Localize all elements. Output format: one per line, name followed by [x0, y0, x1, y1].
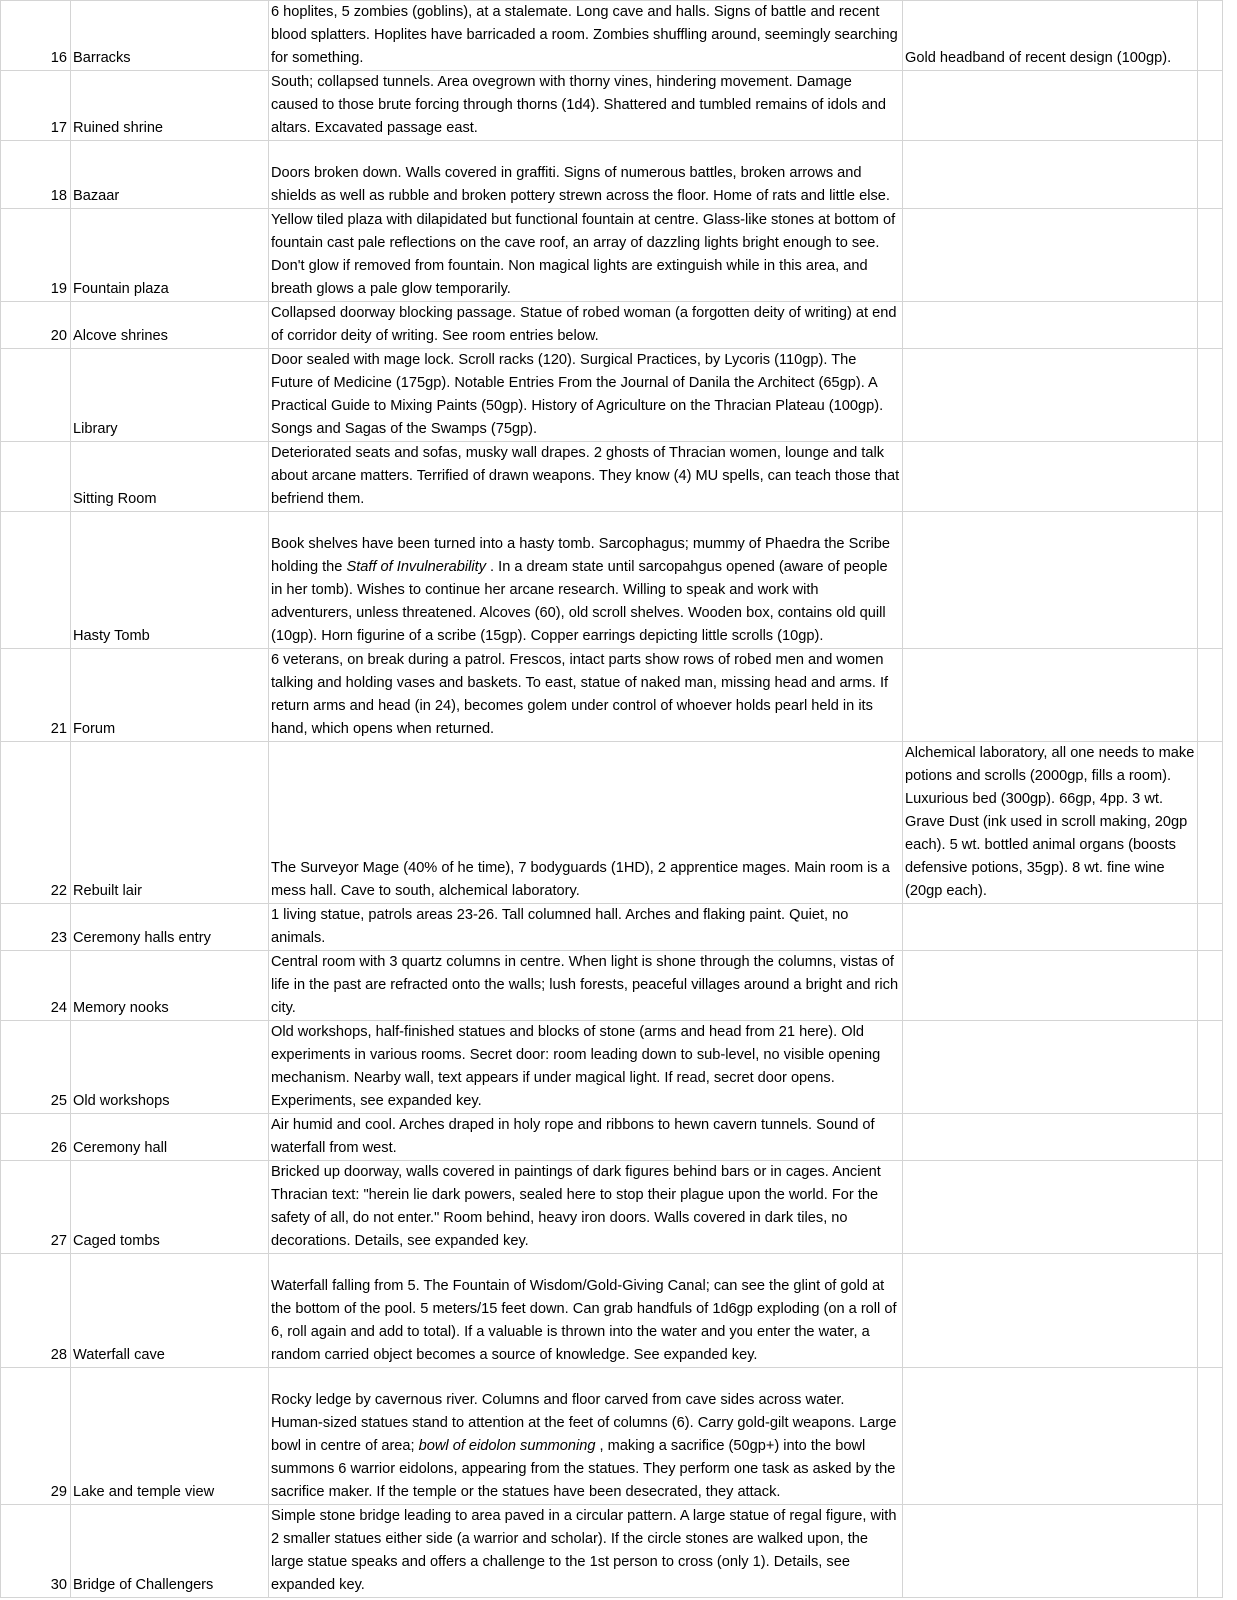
area-name-cell[interactable]: Old workshops [71, 1021, 269, 1114]
area-treasure-cell[interactable] [903, 302, 1198, 349]
area-treasure-cell[interactable] [903, 512, 1198, 649]
table-row [1, 742, 1223, 904]
empty-cell[interactable] [1198, 1254, 1223, 1368]
area-description-cell[interactable]: The Surveyor Mage (40% of he time), 7 bodyguards (1HD), 2 apprentice mages. Main room is a mess hall. Cave to south, alchemical laboratory. [269, 742, 903, 904]
area-treasure-cell[interactable] [903, 904, 1198, 951]
table-row [1, 1114, 1223, 1161]
area-number-cell[interactable]: 25 [1, 1021, 71, 1114]
area-number-cell[interactable] [1, 442, 71, 512]
area-description-cell[interactable]: Central room with 3 quartz columns in centre. When light is shone through the columns, vistas of life in the past are refracted onto the walls; lush forests, peaceful villages around a bright and rich city. [269, 951, 903, 1021]
area-name-cell[interactable]: Ruined shrine [71, 71, 269, 141]
area-treasure-cell[interactable]: Alchemical laboratory, all one needs to make potions and scrolls (2000gp, fills a room). Luxurious bed (300gp). 66gp, 4pp. 3 wt. Grave Dust (ink used in scroll making, 20gp each). 5 wt. bottled animal organs (boosts defensive potions, 35gp). 8 wt. fine wine (20gp each). [903, 742, 1198, 904]
table-row [1, 349, 1223, 442]
area-number-cell[interactable]: 20 [1, 302, 71, 349]
empty-cell[interactable] [1198, 512, 1223, 649]
area-number-cell[interactable]: 29 [1, 1368, 71, 1505]
area-number-cell[interactable]: 21 [1, 649, 71, 742]
area-description-cell[interactable]: Simple stone bridge leading to area paved in a circular pattern. A large statue of regal figure, with 2 smaller statues either side (a warrior and scholar). If the circle stones are walked upon, the large statue speaks and offers a challenge to the 1st person to cross (only 1). Details, see expanded key. [269, 1505, 903, 1598]
empty-cell[interactable] [1198, 742, 1223, 904]
empty-cell[interactable] [1198, 1114, 1223, 1161]
area-description-cell[interactable]: 1 living statue, patrols areas 23-26. Tall columned hall. Arches and flaking paint. Quiet, no animals. [269, 904, 903, 951]
area-name-cell[interactable]: Alcove shrines [71, 302, 269, 349]
area-description-cell[interactable]: Air humid and cool. Arches draped in holy rope and ribbons to hewn cavern tunnels. Sound of waterfall from west. [269, 1114, 903, 1161]
area-treasure-cell[interactable] [903, 71, 1198, 141]
table-row [1, 649, 1223, 742]
italic-item-name: Staff of Invulnerability [346, 559, 486, 575]
empty-cell[interactable] [1198, 951, 1223, 1021]
empty-cell[interactable] [1198, 442, 1223, 512]
area-description-cell[interactable]: Old workshops, half-finished statues and blocks of stone (arms and head from 21 here). Old experiments in various rooms. Secret door: room leading down to sub-level, no visible opening mechanism. Nearby wall, text appears if under magical light. If read, secret door opens. Experiments, see expanded key. [269, 1021, 903, 1114]
area-name-cell[interactable]: Fountain plaza [71, 209, 269, 302]
area-treasure-cell[interactable] [903, 1021, 1198, 1114]
area-description-cell[interactable]: 6 veterans, on break during a patrol. Frescos, intact parts show rows of robed men and women talking and holding vases and baskets. To east, statue of naked man, missing head and arms. If return arms and head (in 24), becomes golem under control of whoever holds pearl held in its hand, which opens when returned. [269, 649, 903, 742]
area-treasure-cell[interactable] [903, 1114, 1198, 1161]
empty-cell[interactable] [1198, 349, 1223, 442]
italic-item-name: bowl of eidolon summoning [418, 1438, 596, 1454]
area-description-cell[interactable]: Yellow tiled plaza with dilapidated but functional fountain at centre. Glass-like stones at bottom of fountain cast pale reflections on the cave roof, an array of dazzling lights bright enough to see. Don't glow if removed from fountain. Non magical lights are extinguish while in this area, and breath glows a pale glow temporarily. [269, 209, 903, 302]
table-row [1, 1, 1223, 71]
area-description-cell[interactable]: 6 hoplites, 5 zombies (goblins), at a stalemate. Long cave and halls. Signs of battle and recent blood splatters. Hoplites have barricaded a room. Zombies shuffling around, seemingly searching for something. [269, 1, 903, 71]
area-name-cell[interactable]: Sitting Room [71, 442, 269, 512]
area-treasure-cell[interactable] [903, 1254, 1198, 1368]
area-number-cell[interactable]: 22 [1, 742, 71, 904]
empty-cell[interactable] [1198, 1021, 1223, 1114]
area-number-cell[interactable]: 23 [1, 904, 71, 951]
area-description-cell[interactable] [269, 1368, 903, 1505]
empty-cell[interactable] [1198, 209, 1223, 302]
area-name-cell[interactable]: Memory nooks [71, 951, 269, 1021]
area-name-cell[interactable]: Library [71, 349, 269, 442]
empty-cell[interactable] [1198, 1368, 1223, 1505]
empty-cell[interactable] [1198, 302, 1223, 349]
area-number-cell[interactable]: 27 [1, 1161, 71, 1254]
area-number-cell[interactable]: 17 [1, 71, 71, 141]
table-row [1, 1368, 1223, 1505]
area-number-cell[interactable] [1, 349, 71, 442]
area-description-cell[interactable]: Bricked up doorway, walls covered in paintings of dark figures behind bars or in cages. Ancient Thracian text: "herein lie dark powers, sealed here to stop their plague upon the world. For the safety of all, do not enter." Room behind, heavy iron doors. Walls covered in dark tiles, no decorations. Details, see expanded key. [269, 1161, 903, 1254]
table-row [1, 1505, 1223, 1598]
area-name-cell[interactable]: Hasty Tomb [71, 512, 269, 649]
area-name-cell[interactable]: Bridge of Challengers [71, 1505, 269, 1598]
area-description-cell[interactable]: Door sealed with mage lock. Scroll racks (120). Surgical Practices, by Lycoris (110gp). The Future of Medicine (175gp). Notable Entries From the Journal of Danila the Architect (65gp). A Practical Guide to Mixing Paints (50gp). History of Agriculture on the Thracian Plateau (100gp). Songs and Sagas of the Swamps (75gp). [269, 349, 903, 442]
area-description-cell[interactable]: Collapsed doorway blocking passage. Statue of robed woman (a forgotten deity of writing) at end of corridor deity of writing. See room entries below. [269, 302, 903, 349]
area-description-cell[interactable]: Doors broken down. Walls covered in graffiti. Signs of numerous battles, broken arrows and shields as well as rubble and broken pottery strewn across the floor. Home of rats and little else. [269, 141, 903, 209]
area-treasure-cell[interactable] [903, 349, 1198, 442]
table-row [1, 512, 1223, 649]
area-treasure-cell[interactable] [903, 442, 1198, 512]
area-name-cell[interactable]: Barracks [71, 1, 269, 71]
area-treasure-cell[interactable] [903, 1505, 1198, 1598]
table-row [1, 302, 1223, 349]
empty-cell[interactable] [1198, 1, 1223, 71]
area-treasure-cell[interactable] [903, 1161, 1198, 1254]
empty-cell[interactable] [1198, 71, 1223, 141]
area-name-cell[interactable]: Forum [71, 649, 269, 742]
area-description-cell[interactable]: Waterfall falling from 5. The Fountain of Wisdom/Gold-Giving Canal; can see the glint of gold at the bottom of the pool. 5 meters/15 feet down. Can grab handfuls of 1d6gp exploding (on a roll of 6, roll again and add to total). If a valuable is thrown into the water and you enter the water, a random carried object becomes a source of knowledge. See expanded key. [269, 1254, 903, 1368]
area-treasure-cell[interactable] [903, 1368, 1198, 1505]
table-row [1, 209, 1223, 302]
area-treasure-cell[interactable] [903, 649, 1198, 742]
empty-cell[interactable] [1198, 1505, 1223, 1598]
empty-cell[interactable] [1198, 904, 1223, 951]
table-row [1, 1161, 1223, 1254]
area-number-cell[interactable]: 24 [1, 951, 71, 1021]
area-number-cell[interactable]: 16 [1, 1, 71, 71]
area-number-cell[interactable]: 28 [1, 1254, 71, 1368]
table-row [1, 442, 1223, 512]
area-name-cell[interactable]: Ceremony halls entry [71, 904, 269, 951]
area-name-cell[interactable]: Bazaar [71, 141, 269, 209]
description-text: . In a dream state until sarcopahgus opened (aware of people in her tomb). Wishes to continue her arcane research. Willing to speak and work with adventurers, unless threatened. Alcoves (60), old scroll shelves. Wooden box, contains old quill (10gp). Horn figurine of a scribe (15gp). Copper earrings depicting little scrolls (10gp). [271, 559, 888, 644]
table-row [1, 71, 1223, 141]
area-description-cell[interactable]: South; collapsed tunnels. Area ovegrown with thorny vines, hindering movement. Damage caused to those brute forcing through thorns (1d4). Shattered and tumbled remains of idols and altars. Excavated passage east. [269, 71, 903, 141]
empty-cell[interactable] [1198, 1161, 1223, 1254]
area-number-cell[interactable]: 30 [1, 1505, 71, 1598]
area-number-cell[interactable]: 26 [1, 1114, 71, 1161]
area-treasure-cell[interactable] [903, 951, 1198, 1021]
area-treasure-cell[interactable]: Gold headband of recent design (100gp). [903, 1, 1198, 71]
area-name-cell[interactable]: Rebuilt lair [71, 742, 269, 904]
description-text: , making a sacrifice (50gp+) into the bowl summons 6 warrior eidolons, appearing from the statues. They perform one task as asked by the sacrifice maker. If the temple or the statues have been desecrated, they attack. [271, 1438, 896, 1500]
table-row [1, 1254, 1223, 1368]
area-number-cell[interactable]: 18 [1, 141, 71, 209]
description-text: Book shelves have been turned into a hasty tomb. Sarcophagus; mummy of Phaedra the Scribe holding the [271, 536, 890, 575]
spreadsheet-body [1, 1, 1223, 1598]
empty-cell[interactable] [1198, 141, 1223, 209]
area-number-cell[interactable]: 19 [1, 209, 71, 302]
area-treasure-cell[interactable] [903, 209, 1198, 302]
area-number-cell[interactable] [1, 512, 71, 649]
area-name-cell[interactable]: Lake and temple view [71, 1368, 269, 1505]
description-text: Rocky ledge by cavernous river. Columns and floor carved from cave sides across water. Human-sized statues stand to attention at the feet of columns (6). Carry gold-gilt weapons. Large bowl in centre of area; [271, 1392, 897, 1454]
area-name-cell[interactable]: Ceremony hall [71, 1114, 269, 1161]
area-name-cell[interactable]: Waterfall cave [71, 1254, 269, 1368]
table-row [1, 951, 1223, 1021]
table-row [1, 1021, 1223, 1114]
area-description-cell[interactable] [269, 512, 903, 649]
table-row [1, 141, 1223, 209]
area-name-cell[interactable]: Caged tombs [71, 1161, 269, 1254]
area-treasure-cell[interactable] [903, 141, 1198, 209]
empty-cell[interactable] [1198, 649, 1223, 742]
area-description-cell[interactable]: Deteriorated seats and sofas, musky wall drapes. 2 ghosts of Thracian women, lounge and talk about arcane matters. Terrified of drawn weapons. They know (4) MU spells, can teach those that befriend them. [269, 442, 903, 512]
table-row [1, 904, 1223, 951]
